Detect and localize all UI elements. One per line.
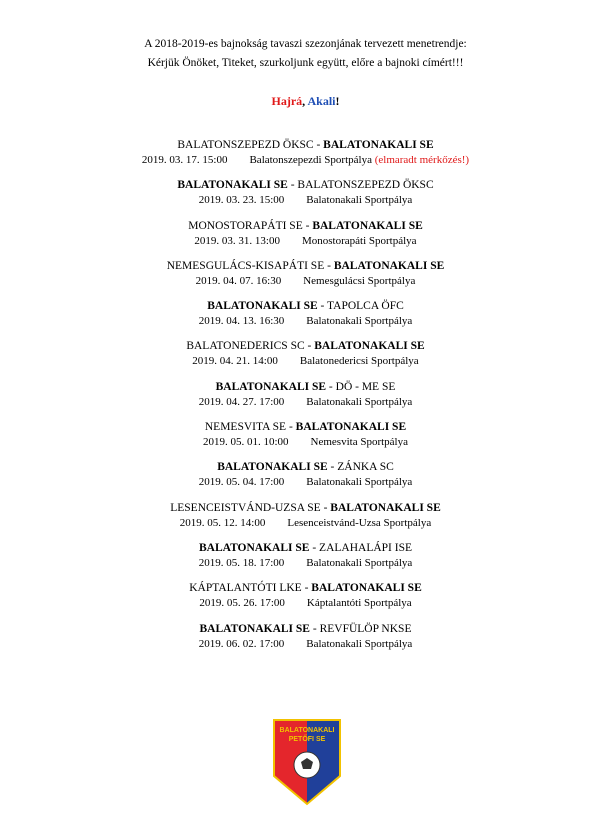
away-team: ZALAHALÁPI ISE [319, 541, 412, 554]
match-note: (elmaradt mérkőzés!) [374, 154, 470, 166]
match-teams [0, 299, 611, 314]
home-team: KÁPTALANTÓTI LKE [189, 582, 302, 595]
team-separator: - [327, 461, 338, 474]
away-team: TAPOLCA ÖFC [327, 300, 404, 313]
match-entry [0, 460, 611, 500]
match-date: 2019. 04. 07. 16:30 [195, 274, 282, 287]
away-team: BALATONAKALI SE [312, 219, 423, 232]
match-teams [0, 420, 611, 435]
match-details [0, 234, 611, 249]
slogan-akali: Akali [307, 94, 336, 108]
slogan-hajra: Hajrá [271, 94, 303, 108]
away-team: BALATONAKALI SE [333, 259, 445, 272]
match-teams [0, 138, 611, 153]
match-details [0, 637, 611, 652]
home-team: NEMESGULÁCS-KISAPÁTI SE [166, 259, 325, 272]
home-team: BALATONAKALI SE [199, 622, 310, 635]
home-team: BALATONSZEPEZD ÖKSC [177, 139, 314, 151]
away-team: BALATONAKALI SE [323, 139, 434, 151]
match-date: 2019. 06. 02. 17:00 [198, 637, 285, 650]
match-teams [0, 178, 611, 193]
match-date: 2019. 04. 21. 14:00 [192, 355, 278, 368]
match-date: 2019. 04. 27. 17:00 [198, 395, 285, 408]
match-date: 2019. 04. 13. 16:30 [198, 315, 285, 328]
match-teams [0, 259, 611, 274]
team-separator: - [324, 259, 334, 272]
match-details [0, 596, 611, 611]
crest-text-line2: PETŐFI SE [288, 736, 326, 743]
away-team: BALATONSZEPEZD ÖKSC [297, 179, 434, 192]
match-entry [0, 259, 611, 299]
match-entry [0, 299, 611, 339]
match-details [0, 193, 611, 208]
home-team: BALATONAKALI SE [217, 461, 328, 474]
crest-text-line1: BALATONAKALI [279, 727, 335, 734]
team-separator: - [287, 179, 298, 192]
club-crest-logo [272, 718, 342, 806]
match-details [0, 314, 611, 329]
team-separator: - [302, 219, 313, 232]
match-details [0, 354, 611, 369]
match-details [0, 274, 611, 289]
away-team: BALATONAKALI SE [330, 501, 441, 514]
match-details [0, 475, 611, 490]
home-team: BALATONAKALI SE [177, 179, 288, 192]
away-team: ZÁNKA SC [337, 461, 394, 474]
away-team: BALATONAKALI SE [311, 582, 422, 595]
match-venue: Balatonakali Sportpálya [306, 556, 413, 569]
match-details [0, 435, 611, 450]
match-date: 2019. 05. 04. 17:00 [198, 476, 285, 489]
match-schedule [0, 138, 611, 662]
team-separator: - [313, 139, 324, 151]
team-separator: - [286, 421, 296, 434]
match-venue: Monostorapáti Sportpálya [301, 234, 417, 247]
team-separator: - [301, 582, 312, 595]
home-team: BALATONAKALI SE [199, 541, 310, 554]
match-entry [0, 501, 611, 541]
match-venue: Káptalantóti Sportpálya [306, 597, 412, 610]
away-team: REVFÜLÖP NKSE [319, 622, 412, 635]
match-date: 2019. 03. 23. 15:00 [198, 194, 285, 207]
slogan-exclamation: ! [335, 94, 340, 108]
match-venue: Balatonedericsi Sportpálya [299, 355, 419, 368]
team-separator: - [317, 300, 328, 313]
match-venue: Balatonakali Sportpálya [306, 194, 413, 207]
team-separator: - [309, 622, 320, 635]
match-teams [0, 219, 611, 234]
home-team: MONOSTORAPÁTI SE [188, 219, 303, 232]
match-venue: Balatonakali Sportpálya [306, 395, 413, 408]
match-teams [0, 460, 611, 475]
match-entry [0, 178, 611, 218]
match-entry [0, 541, 611, 581]
match-venue: Nemesgulácsi Sportpálya [303, 274, 416, 287]
match-date: 2019. 05. 12. 14:00 [179, 516, 266, 529]
match-venue: Balatonakali Sportpálya [306, 637, 413, 650]
match-teams [0, 622, 611, 637]
match-entry [0, 420, 611, 460]
team-separator: - [304, 340, 315, 353]
match-entry [0, 622, 611, 662]
match-entry [0, 138, 611, 178]
team-separator: - [320, 501, 331, 514]
away-team: BALATONAKALI SE [295, 421, 407, 434]
match-venue: Balatonakali Sportpálya [306, 476, 413, 489]
match-teams [0, 581, 611, 596]
match-details [0, 395, 611, 410]
match-teams [0, 501, 611, 516]
home-team: NEMESVITA SE [204, 421, 287, 434]
match-details [0, 556, 611, 571]
match-entry [0, 339, 611, 379]
match-date: 2019. 03. 17. 15:00 [141, 154, 228, 166]
match-details [0, 516, 611, 531]
away-team: DÖ - ME SE [335, 380, 396, 393]
home-team: BALATONAKALI SE [207, 300, 318, 313]
slogan-separator: , [302, 94, 308, 108]
match-date: 2019. 05. 26. 17:00 [199, 597, 285, 610]
away-team: BALATONAKALI SE [314, 340, 425, 353]
home-team: BALATONAKALI SE [215, 380, 327, 393]
match-teams [0, 380, 611, 395]
match-teams [0, 541, 611, 556]
match-venue: Balatonszepezdi Sportpálya [249, 154, 372, 166]
match-venue: Balatonakali Sportpálya [306, 315, 413, 328]
home-team: LESENCEISTVÁND-UZSA SE [170, 501, 321, 514]
match-teams [0, 339, 611, 354]
intro-line-2: Kérjük Önöket, Titeket, szurkoljunk együtt, előre a bajnoki címért!!! [147, 57, 464, 69]
team-separator: - [326, 380, 336, 393]
match-venue: Nemesvita Sportpálya [310, 436, 408, 449]
match-details [0, 153, 611, 168]
match-date: 2019. 05. 01. 10:00 [202, 436, 289, 449]
slogan [0, 94, 611, 109]
home-team: BALATONEDERICS SC [186, 340, 305, 353]
match-entry [0, 581, 611, 621]
intro-line-1: A 2018-2019-es bajnokság tavaszi szezonjának tervezett menetrendje: [144, 38, 467, 50]
match-date: 2019. 03. 31. 13:00 [194, 234, 280, 247]
match-venue: Lesenceistvánd-Uzsa Sportpálya [287, 516, 432, 529]
team-separator: - [309, 541, 320, 554]
match-entry [0, 219, 611, 259]
match-entry [0, 380, 611, 420]
match-date: 2019. 05. 18. 17:00 [198, 556, 285, 569]
